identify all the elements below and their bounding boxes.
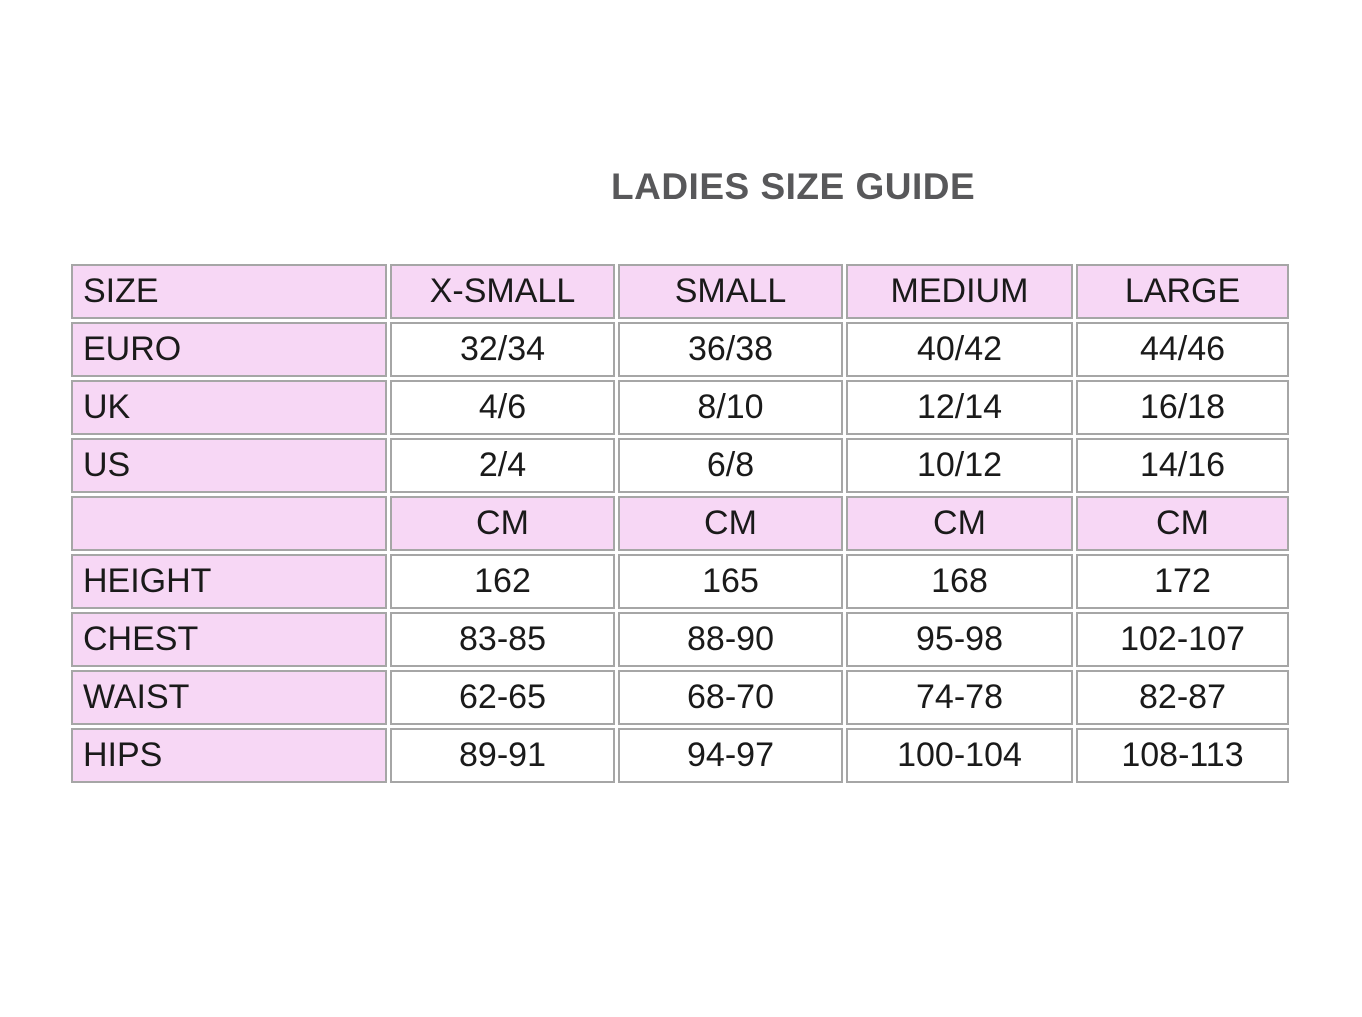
table-body [71, 322, 1289, 783]
row-label-cell: US [71, 438, 387, 493]
row-label-cell: HIPS [71, 728, 387, 783]
value-cell: 14/16 [1076, 438, 1289, 493]
header-cell: X-SMALL [390, 264, 615, 319]
value-cell: 44/46 [1076, 322, 1289, 377]
row-label-cell: UK [71, 380, 387, 435]
value-cell: 32/34 [390, 322, 615, 377]
row-label-cell: EURO [71, 322, 387, 377]
table-row [71, 728, 1289, 783]
value-cell: 102-107 [1076, 612, 1289, 667]
value-cell: 40/42 [846, 322, 1073, 377]
header-row [71, 264, 1289, 319]
value-cell: 8/10 [618, 380, 843, 435]
value-cell: 94-97 [618, 728, 843, 783]
row-label-cell: CHEST [71, 612, 387, 667]
page-title: LADIES SIZE GUIDE [611, 166, 976, 207]
size-guide-table [68, 261, 1292, 786]
value-cell: 2/4 [390, 438, 615, 493]
value-cell: 108-113 [1076, 728, 1289, 783]
value-cell: 16/18 [1076, 380, 1289, 435]
table-row [71, 438, 1289, 493]
value-cell: 172 [1076, 554, 1289, 609]
header-cell: SMALL [618, 264, 843, 319]
row-label-cell [71, 496, 387, 551]
header-cell-size: SIZE [71, 264, 387, 319]
row-label-cell: HEIGHT [71, 554, 387, 609]
value-cell: 95-98 [846, 612, 1073, 667]
unit-cell: CM [1076, 496, 1289, 551]
value-cell: 168 [846, 554, 1073, 609]
unit-cell: CM [390, 496, 615, 551]
value-cell: 68-70 [618, 670, 843, 725]
value-cell: 89-91 [390, 728, 615, 783]
table-row [71, 496, 1289, 551]
table-header [71, 264, 1289, 319]
value-cell: 82-87 [1076, 670, 1289, 725]
table-row [71, 670, 1289, 725]
table-row [71, 322, 1289, 377]
value-cell: 74-78 [846, 670, 1073, 725]
value-cell: 162 [390, 554, 615, 609]
header-cell: MEDIUM [846, 264, 1073, 319]
value-cell: 4/6 [390, 380, 615, 435]
value-cell: 83-85 [390, 612, 615, 667]
value-cell: 62-65 [390, 670, 615, 725]
value-cell: 36/38 [618, 322, 843, 377]
value-cell: 10/12 [846, 438, 1073, 493]
value-cell: 165 [618, 554, 843, 609]
value-cell: 6/8 [618, 438, 843, 493]
value-cell: 12/14 [846, 380, 1073, 435]
row-label-cell: WAIST [71, 670, 387, 725]
table-row [71, 380, 1289, 435]
table-row [71, 554, 1289, 609]
unit-cell: CM [846, 496, 1073, 551]
value-cell: 88-90 [618, 612, 843, 667]
value-cell: 100-104 [846, 728, 1073, 783]
header-cell: LARGE [1076, 264, 1289, 319]
unit-cell: CM [618, 496, 843, 551]
table-row [71, 612, 1289, 667]
